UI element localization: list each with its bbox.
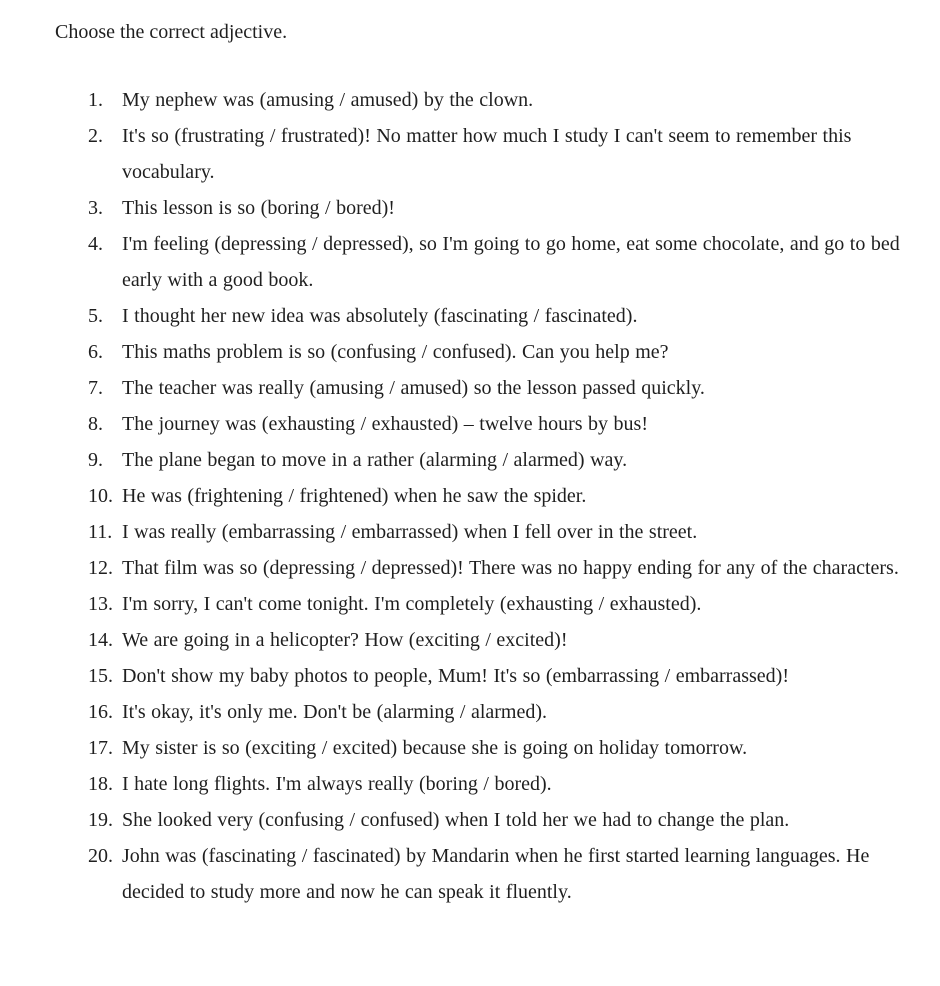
item-number: 6. <box>88 341 103 363</box>
item-text: I thought her new idea was absolutely (fascinating / fascinated). <box>122 305 638 327</box>
list-item <box>88 838 900 910</box>
item-text: The journey was (exhausting / exhausted) – twelve hours by bus! <box>122 413 648 435</box>
list-item <box>88 730 900 766</box>
item-text: That film was so (depressing / depressed)! There was no happy ending for any of the characters. <box>122 557 899 579</box>
item-number: 10. <box>88 485 113 507</box>
item-text: He was (frightening / frightened) when he saw the spider. <box>122 485 587 507</box>
item-number: 19. <box>88 809 113 831</box>
exercise-list <box>88 82 900 910</box>
item-number: 17. <box>88 737 113 759</box>
list-item <box>88 370 900 406</box>
item-text: I was really (embarrassing / embarrassed) when I fell over in the street. <box>122 521 698 543</box>
list-item <box>88 802 900 838</box>
item-number: 13. <box>88 593 113 615</box>
list-item <box>88 118 900 190</box>
list-item <box>88 550 900 586</box>
list-item <box>88 190 900 226</box>
list-item <box>88 478 900 514</box>
item-number: 3. <box>88 197 103 219</box>
item-text: I'm sorry, I can't come tonight. I'm completely (exhausting / exhausted). <box>122 593 702 615</box>
item-text: The plane began to move in a rather (alarming / alarmed) way. <box>122 449 628 471</box>
item-text: It's okay, it's only me. Don't be (alarming / alarmed). <box>122 701 548 723</box>
item-text: My sister is so (exciting / excited) because she is going on holiday tomorrow. <box>122 737 748 759</box>
list-item <box>88 82 900 118</box>
item-number: 14. <box>88 629 113 651</box>
item-text: I hate long flights. I'm always really (boring / bored). <box>122 773 552 795</box>
item-text: This maths problem is so (confusing / confused). Can you help me? <box>122 341 669 363</box>
page-title: Choose the correct adjective. <box>55 21 288 43</box>
item-number: 18. <box>88 773 113 795</box>
item-number: 2. <box>88 125 103 147</box>
item-number: 5. <box>88 305 103 327</box>
list-item <box>88 694 900 730</box>
item-text: It's so (frustrating / frustrated)! No matter how much I study I can't seem to remember this vocabulary. <box>122 125 852 183</box>
item-number: 1. <box>88 89 103 111</box>
item-number: 4. <box>88 233 103 255</box>
item-text: Don't show my baby photos to people, Mum! It's so (embarrassing / embarrassed)! <box>122 665 789 687</box>
list-item <box>88 226 900 298</box>
list-item <box>88 406 900 442</box>
item-number: 7. <box>88 377 103 399</box>
item-number: 11. <box>88 521 113 543</box>
item-text: The teacher was really (amusing / amused) so the lesson passed quickly. <box>122 377 705 399</box>
item-number: 15. <box>88 665 113 687</box>
list-item <box>88 442 900 478</box>
list-item <box>88 586 900 622</box>
list-item <box>88 658 900 694</box>
item-text: I'm feeling (depressing / depressed), so I'm going to go home, eat some chocolate, and go to bed early with a good book. <box>122 233 900 291</box>
item-number: 12. <box>88 557 113 579</box>
item-number: 9. <box>88 449 103 471</box>
item-text: John was (fascinating / fascinated) by Mandarin when he first started learning languages. He decided to study more and now he can speak it fluently. <box>122 845 870 903</box>
item-text: We are going in a helicopter? How (exciting / excited)! <box>122 629 568 651</box>
item-text: She looked very (confusing / confused) when I told her we had to change the plan. <box>122 809 790 831</box>
item-number: 16. <box>88 701 113 723</box>
list-item <box>88 334 900 370</box>
item-number: 8. <box>88 413 103 435</box>
list-item <box>88 622 900 658</box>
list-item <box>88 298 900 334</box>
list-item <box>88 766 900 802</box>
list-item <box>88 514 900 550</box>
item-text: This lesson is so (boring / bored)! <box>122 197 395 219</box>
item-text: My nephew was (amusing / amused) by the clown. <box>122 89 534 111</box>
item-number: 20. <box>88 845 113 867</box>
